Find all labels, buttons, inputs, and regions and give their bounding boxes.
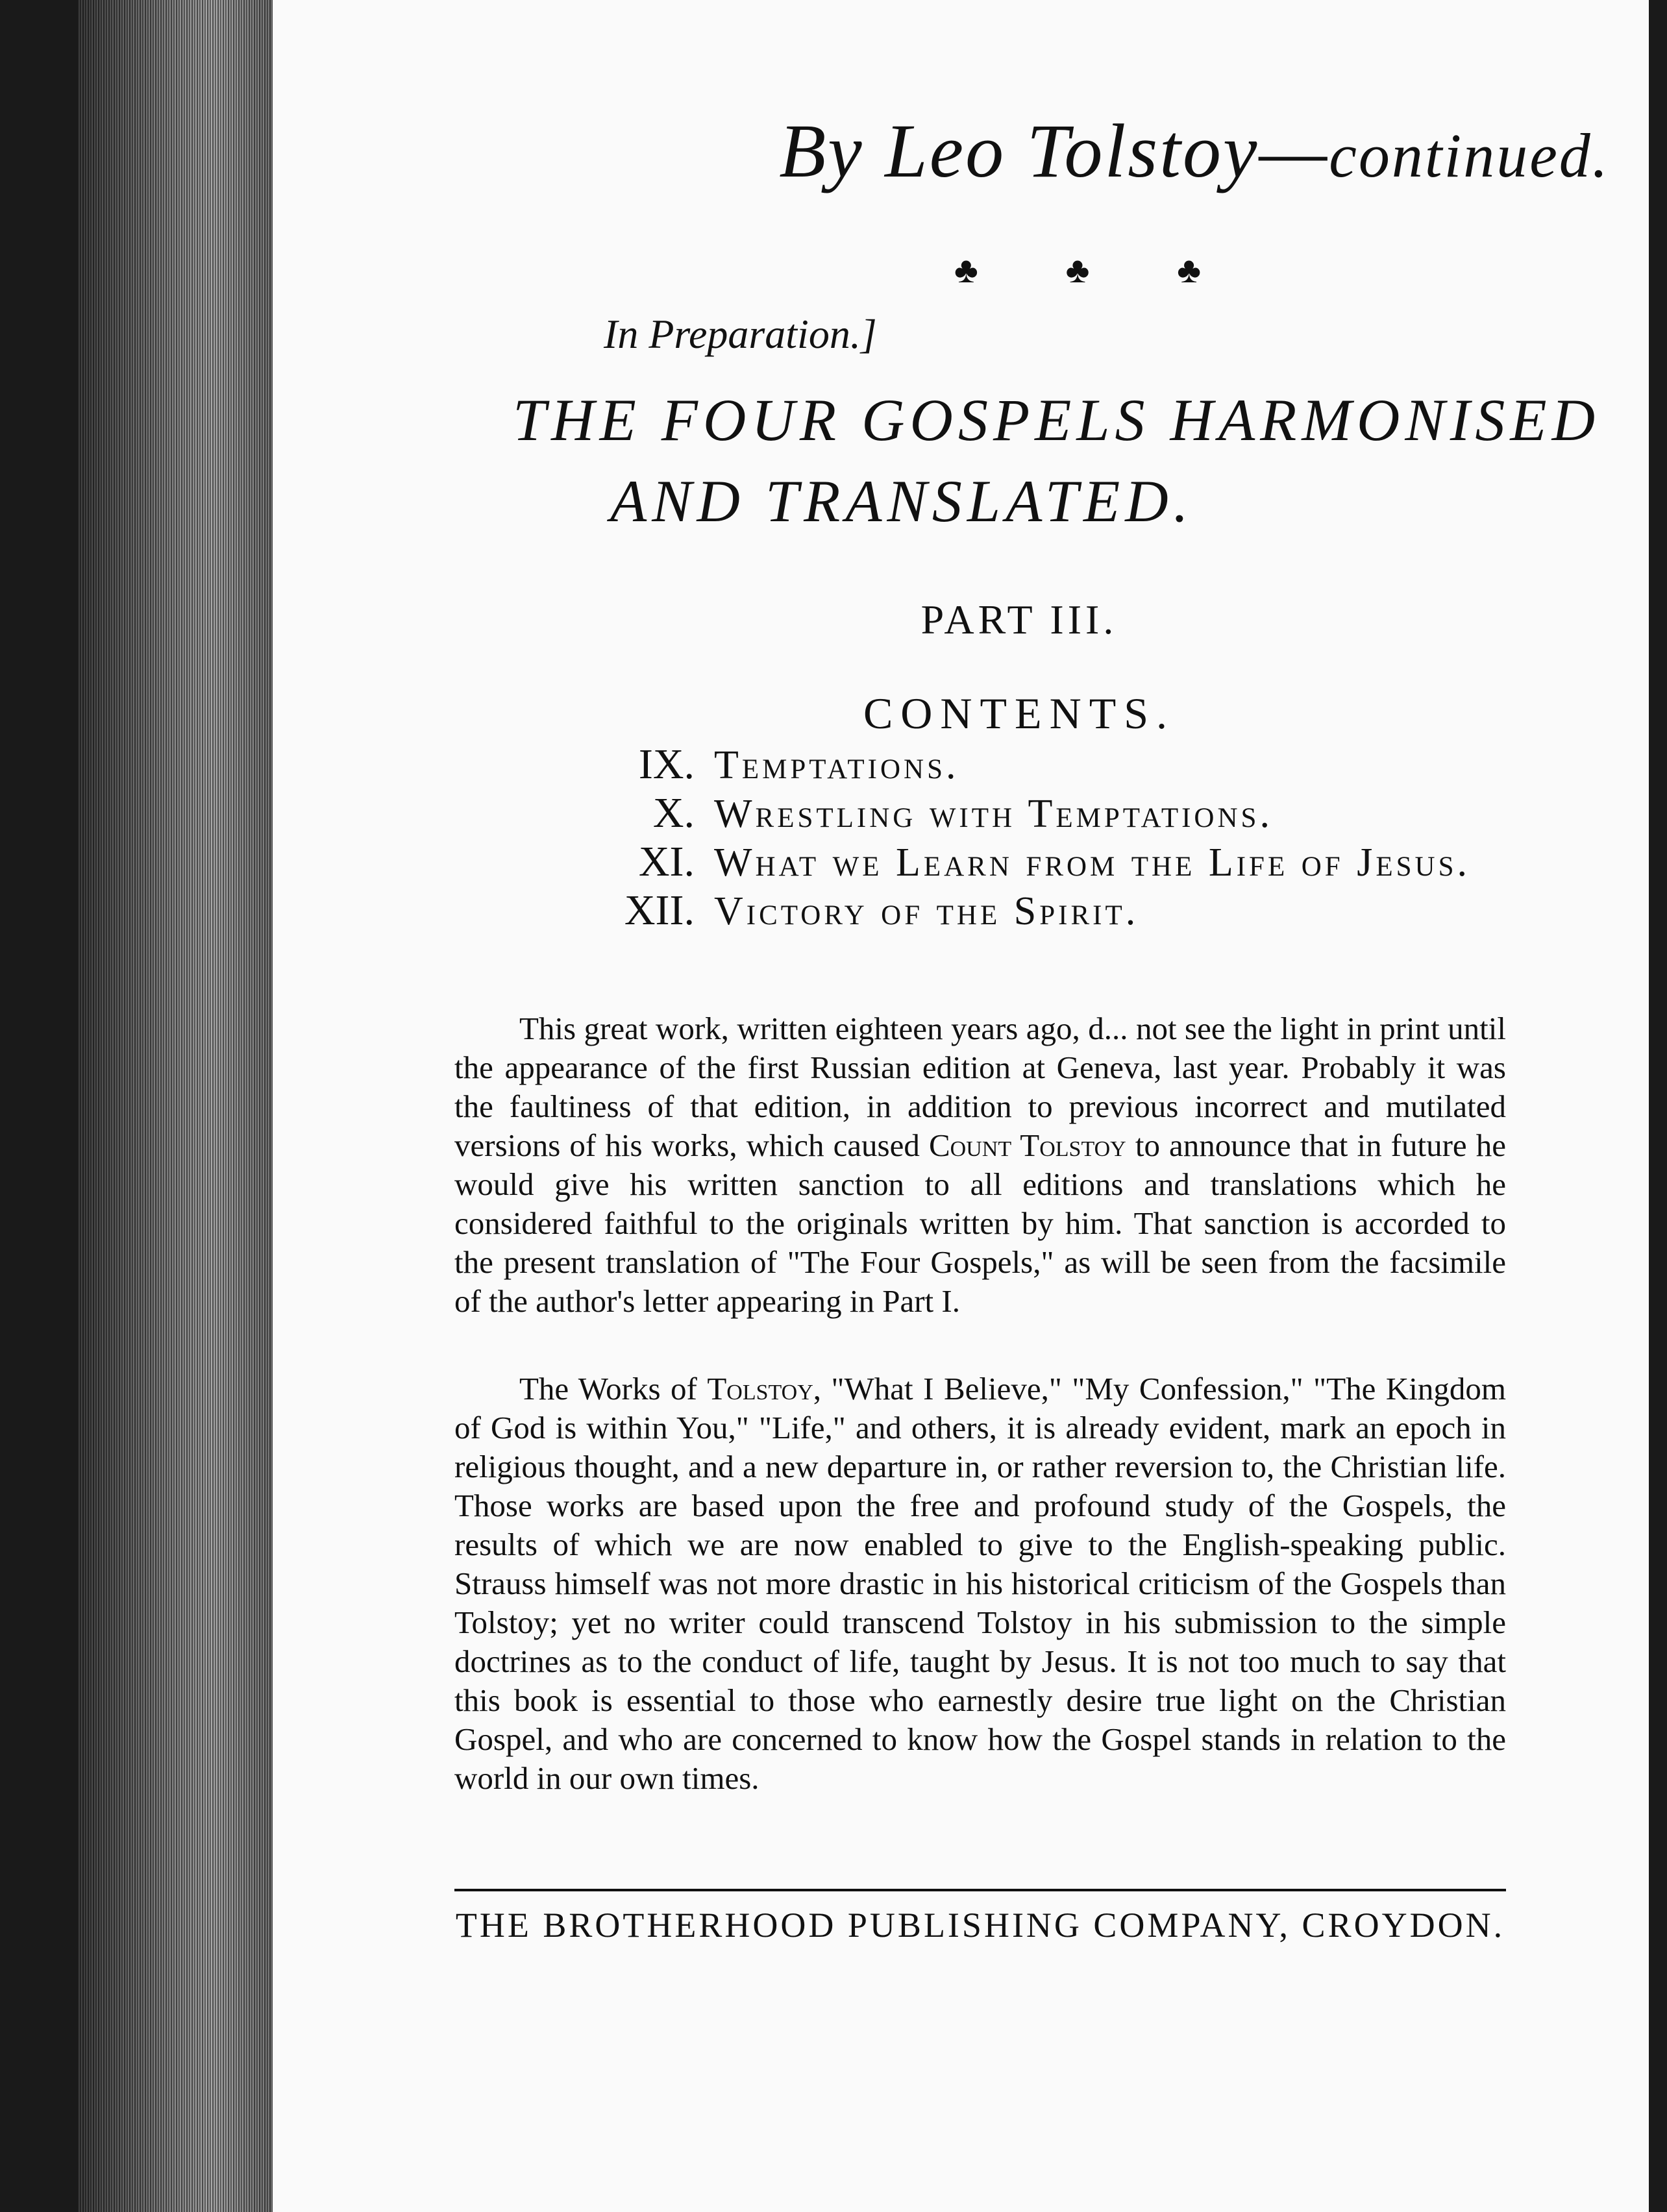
contents-item (597, 789, 1667, 837)
title-line-1: THE FOUR GOSPELS HARMONISED (513, 387, 1601, 453)
leaf-ornament-icon: ♣ (1177, 251, 1201, 291)
chapter-title: Victory of the Spirit. (714, 889, 1139, 933)
title-line-2: AND TRANSLATED. (610, 468, 1194, 534)
paragraph-text: This great work, written eighteen years ago, d... not see the light in print until the appearance of the first Russian edition at Geneva, last year. Probably it was the faultiness of that edition, in addition to previous incorrect and mutilated versions of his works, which caused (454, 1011, 1506, 1163)
running-header (688, 107, 1667, 195)
description-paragraph-1 (454, 1009, 1506, 1321)
contents-list (597, 740, 1667, 935)
author-name: Tolstoy (707, 1371, 813, 1407)
author-name: Count Tolstoy (928, 1127, 1126, 1163)
contents-item (597, 886, 1667, 935)
part-heading: PART III. (920, 596, 1118, 643)
chapter-number: IX. (638, 741, 695, 788)
contents-item (597, 740, 1667, 789)
in-preparation-label: In Preparation.] (604, 311, 877, 357)
paragraph-text: to announce that in future he would give his written sanction to all editions and translations which he considered faithful to the originals written by him. That sanction is accorded to the present translation of "The Four Gospels," as will be seen from the facsimile of the author's letter appearing in Part I. (454, 1127, 1506, 1319)
leaf-ornament-icon: ♣ (1065, 251, 1090, 291)
chapter-title: Temptations. (714, 743, 959, 787)
description-paragraph-2 (454, 1370, 1506, 1798)
paragraph-text: , "What I Believe," "My Confession," "The Kingdom of God is within You," "Life," and others, it is already evident, mark an epoch in religious thought, and a new departure in, or rather reversion to, the Christian life. Those works are based upon the free and profound study of the Gospels, the results of which we are now enabled to give to the English-speaking public. Strauss himself was not more drastic in his historical criticism of the Gospels than Tolstoy; yet no writer could transcend Tolstoy in his submission to the simple doctrines as to the conduct of life, taught by Jesus. It is not too much to say that this book is essential to those who earnestly desire true light on the Christian Gospel, and who are concerned to know how the Gospel stands in relation to the world in our own times. (454, 1371, 1506, 1796)
page-edge-shadow (78, 0, 273, 2212)
leaf-ornament-icon: ♣ (954, 251, 978, 291)
paragraph-text: The Works of (519, 1371, 708, 1407)
chapter-title: Wrestling with Temptations. (714, 792, 1273, 836)
chapter-number: X. (652, 789, 695, 837)
author-byline: By Leo Tolstoy— (779, 108, 1329, 193)
chapter-number: XII. (624, 887, 695, 934)
publisher-imprint: THE BROTHERHOOD PUBLISHING COMPANY, CROYDON. (455, 1906, 1505, 1945)
chapter-title: What we Learn from the Life of Jesus. (714, 841, 1470, 885)
book-page (273, 0, 1655, 2212)
continued-label: continued. (1329, 121, 1610, 190)
ornament-row (954, 250, 1201, 291)
scan-border (1649, 0, 1667, 2212)
contents-item (597, 837, 1667, 886)
book-title (513, 380, 1616, 542)
contents-heading: CONTENTS. (863, 689, 1176, 738)
chapter-number: XI. (638, 838, 695, 885)
divider-rule (454, 1889, 1506, 1891)
